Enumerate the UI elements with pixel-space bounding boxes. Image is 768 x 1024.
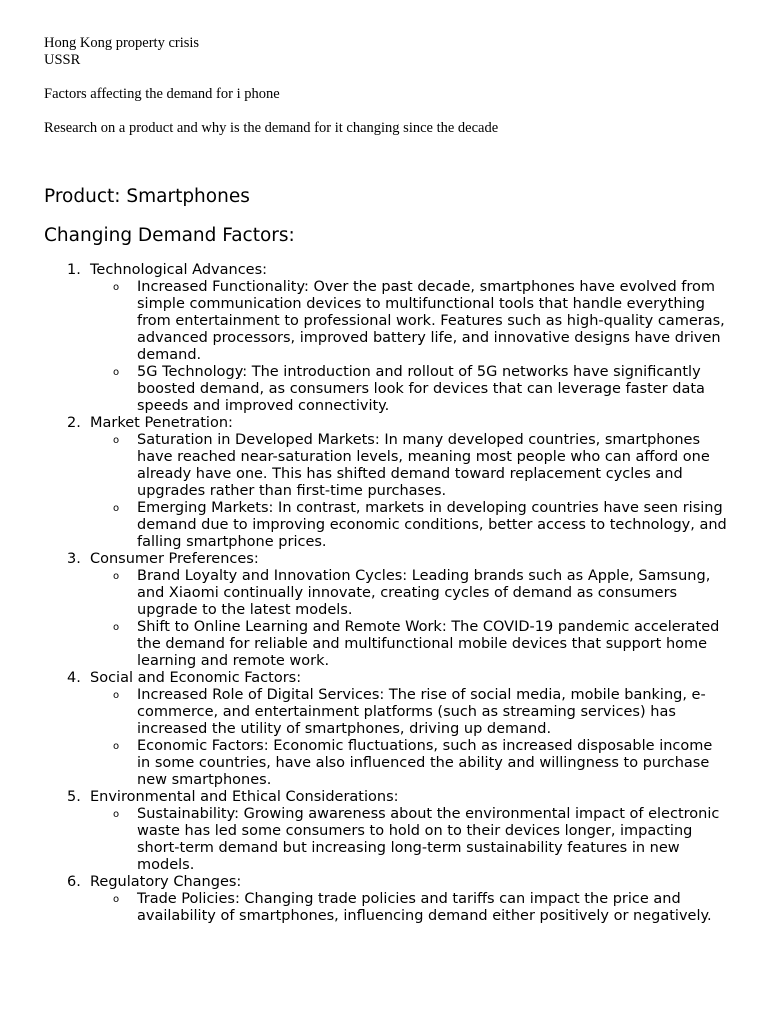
factor-point [113,432,727,500]
factor-point-text: Brand Loyalty and Innovation Cycles: Leading brands such as Apple, Samsung, and Xiaomi continually innovate, creating cycles of demand as consumers upgrade to the latest models. [137,568,711,618]
factor-point [113,891,727,925]
factor-point-text: Trade Policies: Changing trade policies and tariffs can impact the price and availability of smartphones, influencing demand either positively or negatively. [137,891,712,924]
bullet-icon: o [113,282,120,293]
factor-point-text: Increased Functionality: Over the past decade, smartphones have evolved from simple communication devices to multifunctional tools that handle everything from entertainment to professional work. Features such as high-quality cameras, advanced processors, improved battery life, and innovative designs have driven demand. [137,279,725,363]
note-line: USSR [44,52,81,68]
factor-point [113,500,727,551]
factor-point-text: Economic Factors: Economic fluctuations, such as increased disposable income in some countries, have also influenced the ability and willingness to purchase new smartphones. [137,738,713,788]
factor-point-text: Increased Role of Digital Services: The rise of social media, mobile banking, e-commerce, and entertainment platforms (such as streaming services) has increased the utility of smartphones, driving up demand. [137,687,706,737]
bullet-icon: o [113,435,120,446]
note-line: Research on a product and why is the demand for it changing since the decade [44,120,499,136]
factor-item [0,670,768,687]
factor-title: Technological Advances: [90,262,268,278]
bullet-icon: o [113,571,120,582]
product-heading: Product: Smartphones [44,186,250,207]
factor-point-text: Shift to Online Learning and Remote Work: The COVID-19 pandemic accelerated the demand for reliable and multifunctional mobile devices that support home learning and remote work. [137,619,720,669]
factor-point [113,364,727,415]
bullet-icon: o [113,741,120,752]
factor-item [0,874,768,891]
factor-number: 5. [67,789,81,805]
factor-point [113,568,727,619]
bullet-icon: o [113,894,120,905]
bullet-icon: o [113,622,120,633]
factor-point [113,619,727,670]
note-line: Factors affecting the demand for i phone [44,86,280,102]
bullet-icon: o [113,809,120,820]
factor-item [0,551,768,568]
factor-title: Regulatory Changes: [90,874,242,890]
factor-number: 1. [67,262,81,278]
factor-item [0,789,768,806]
factor-title: Social and Economic Factors: [90,670,302,686]
factor-point-text: Emerging Markets: In contrast, markets in developing countries have seen rising demand due to improving economic conditions, better access to technology, and falling smartphone prices. [137,500,727,550]
bullet-icon: o [113,690,120,701]
factors-list [0,262,768,925]
factor-item [0,262,768,279]
factor-point-text: Saturation in Developed Markets: In many developed countries, smartphones have reached near-saturation levels, meaning most people who can afford one already have one. This has shifted demand toward replacement cycles and upgrades rather than first-time purchases. [137,432,710,499]
factor-point-text: 5G Technology: The introduction and rollout of 5G networks have significantly boosted demand, as consumers look for devices that can leverage faster data speeds and improved connectivity. [137,364,705,414]
factor-point-text: Sustainability: Growing awareness about the environmental impact of electronic waste has led some consumers to hold on to their devices longer, impacting short-term demand but increasing long-term sustainability features in new models. [137,806,720,873]
factor-title: Environmental and Ethical Considerations: [90,789,399,805]
factor-point [113,806,727,874]
factor-number: 2. [67,415,81,431]
bullet-icon: o [113,503,120,514]
factor-point [113,687,727,738]
factors-heading: Changing Demand Factors: [44,225,295,246]
note-line: Hong Kong property crisis [44,35,200,51]
factor-number: 3. [67,551,81,567]
factor-title: Consumer Preferences: [90,551,259,567]
bullet-icon: o [113,367,120,378]
factor-title: Market Penetration: [90,415,233,431]
factor-point [113,738,727,789]
factor-number: 6. [67,874,81,890]
factor-item [0,415,768,432]
factor-point [113,279,727,364]
factor-number: 4. [67,670,81,686]
